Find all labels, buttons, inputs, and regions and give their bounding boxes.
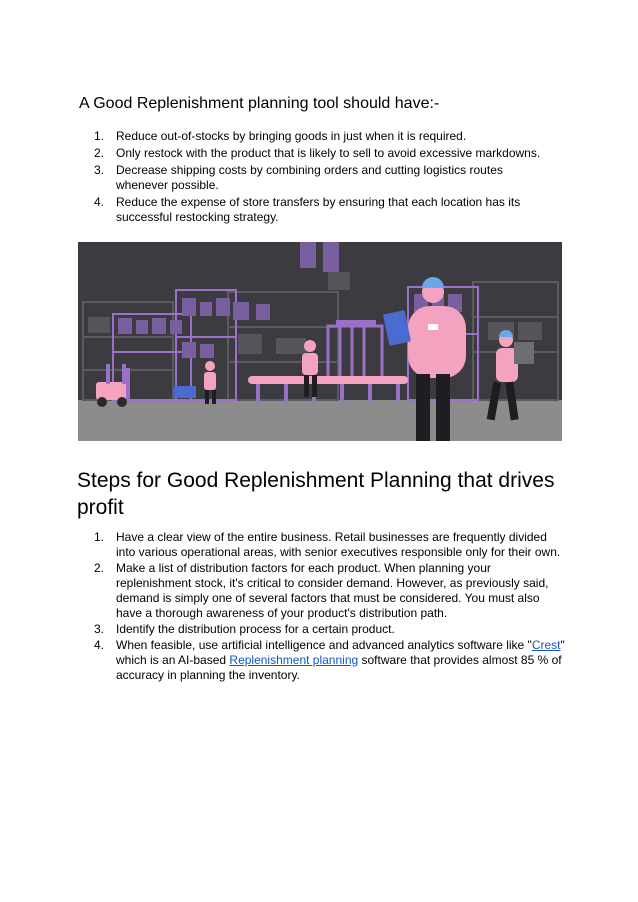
warehouse-illustration: [78, 242, 562, 441]
list-item: 3. Decrease shipping costs by combining orders and cutting logistics routes whenever possible.: [94, 163, 503, 192]
list-item: 1. Reduce out-of-stocks by bringing goods in just when it is required.: [94, 129, 467, 143]
list-item: 2. Make a list of distribution factors for each product. When planning your replenishment stock, it's critical to consider demand. However, as previously said, demand is simply one of several factors that must be considered. You must also have a thorough awareness of your product's distribution path.: [94, 561, 549, 620]
steps-list: [94, 530, 566, 684]
list-item: 1. Have a clear view of the entire business. Retail businesses are frequently divided into various operational areas, with senior executives responsible only for their own.: [94, 530, 561, 559]
intro-heading: A Good Replenishment planning tool should have:-: [79, 95, 440, 112]
intro-list: [94, 129, 556, 227]
list-item: 4. When feasible, use artificial intelligence and advanced analytics software like "Crest" which is an AI-based Replenishment planning software that provides almost 85 % of accuracy in planning the inventory.: [94, 638, 565, 682]
replenishment-planning-link[interactable]: Replenishment planning: [229, 653, 359, 667]
list-item: 4. Reduce the expense of store transfers by ensuring that each location has its successful restocking strategy.: [94, 195, 521, 224]
list-item: 2. Only restock with the product that is likely to sell to avoid excessive markdowns.: [94, 146, 541, 160]
steps-heading: Steps for Good Replenishment Planning that drives profit: [77, 469, 555, 519]
crest-link[interactable]: Crest: [531, 638, 561, 652]
list-item: 3. Identify the distribution process for a certain product.: [94, 622, 395, 636]
